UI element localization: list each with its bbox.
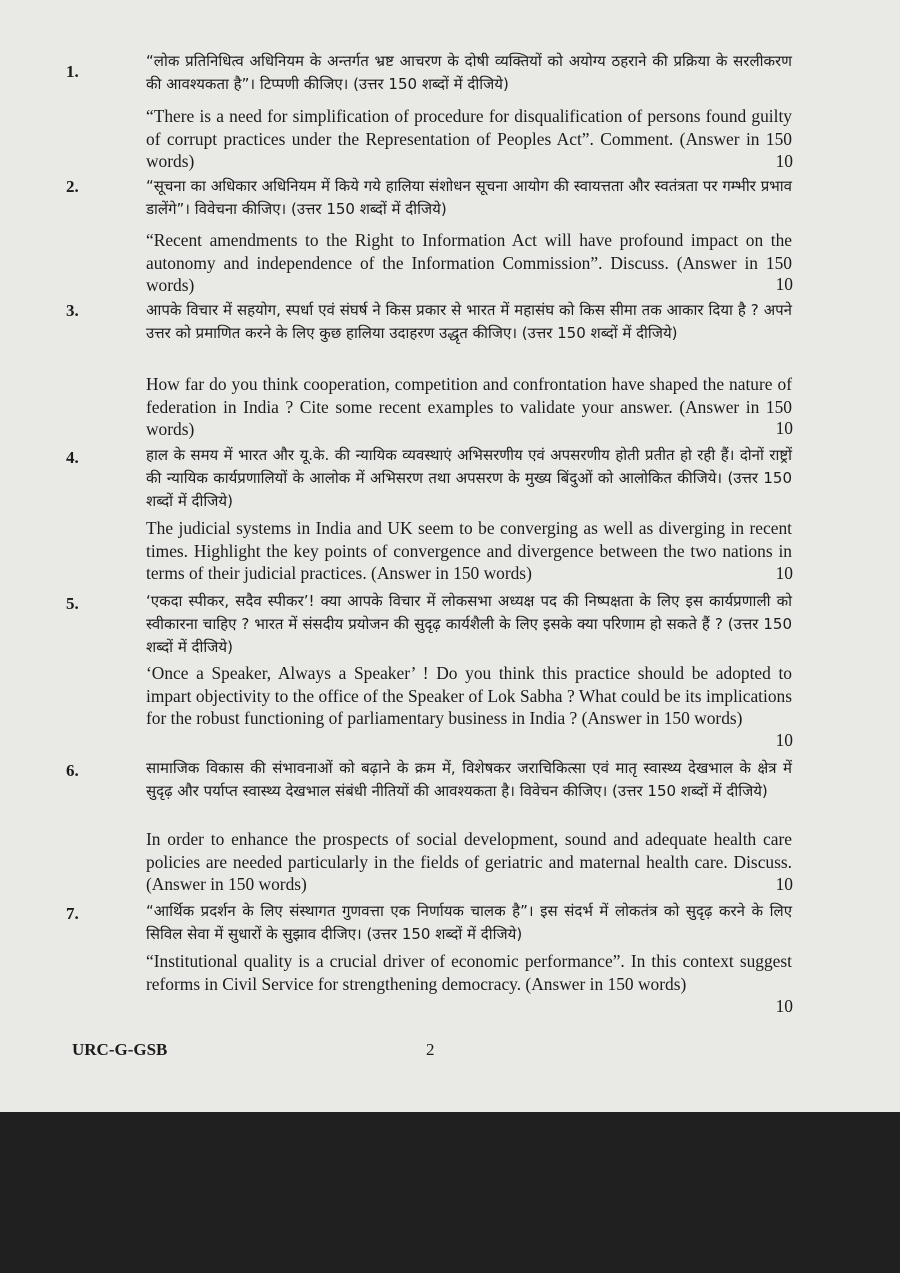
question-english-text: “Recent amendments to the Right to Information Act will have profound impact on the autonomy and independence of the Information Commission”. Discuss. (Answer in 150 words) [146,230,792,295]
question-english-text: “Institutional quality is a crucial driver of economic performance”. In this context suggest reforms in Civil Service for strengthening democracy. (Answer in 150 words) [146,951,792,994]
question-english-text: “There is a need for simplification of procedure for disqualification of persons found guilty of corrupt practices under the Representation of Peoples Act”. Comment. (Answer in 150 words) [146,106,792,171]
question-hindi-text: आपके विचार में सहयोग, स्पर्धा एवं संघर्ष ने किस प्रकार से भारत में महासंघ को किस सीमा तक आकार दिया है ? अपने उत्तर को प्रमाणित करने के लिए कुछ हालिया उदाहरण उद्धृत कीजिए। (उत्तर 150 शब्दों में दीजिये) [146,301,792,342]
question-hindi-text: “सूचना का अधिकार अधिनियम में किये गये हालिया संशोधन सूचना आयोग की स्वायत्तता और स्वतंत्रता पर गम्भीर प्रभाव डालेंगे”। विवेचना कीजिए। (उत्तर 150 शब्दों में दीजिये) [146,177,792,218]
question-number: 1. [66,62,79,81]
scan-background [0,1112,900,1273]
question-english-text: In order to enhance the prospects of social development, sound and adequate health care policies are needed particularly in the fields of geriatric and maternal health care. Discuss. (Answer in 150 words) [146,829,792,894]
question-number: 2. [66,177,79,196]
question-marks: 10 [775,418,793,438]
question-english-text: The judicial systems in India and UK seem to be converging as well as diverging in recent times. Highlight the key points of convergence and divergence between the two nations in terms of their judicial practices. (Answer in 150 words) [146,518,792,583]
question-hindi-text: “लोक प्रतिनिधित्व अधिनियम के अन्तर्गत भ्रष्ट आचरण के दोषी व्यक्तियों को अयोग्य ठहराने की प्रक्रिया के सरलीकरण की आवश्यकता है”। टिप्पणी कीजिए। (उत्तर 150 शब्दों में दीजिये) [146,52,792,93]
question-english-text: How far do you think cooperation, competition and confrontation have shaped the nature of federation in India ? Cite some recent examples to validate your answer. (Answer in 150 words) [146,374,792,439]
question-number: 3. [66,301,79,320]
paper-code: URC-G-GSB [72,1040,168,1059]
question-marks: 10 [775,274,793,294]
question-marks: 10 [775,151,793,171]
question-number: 6. [66,761,79,780]
page-number: 2 [426,1040,435,1059]
question-marks: 10 [775,996,793,1016]
question-number: 5. [66,594,79,613]
question-number: 4. [66,448,79,467]
question-english-text: ‘Once a Speaker, Always a Speaker’ ! Do you think this practice should be adopted to impart objectivity to the office of the Speaker of Lok Sabha ? What could be its implications for the robust functioning of parliamentary business in India ? (Answer in 150 words) [146,663,792,728]
question-hindi-text: हाल के समय में भारत और यू.के. की न्यायिक व्यवस्थाएं अभिसरणीय एवं अपसरणीय होती प्रतीत हो रही हैं। दोनों राष्ट्रों की न्यायिक कार्यप्रणालियों के आलोक में अभिसरण तथा अपसरण के मुख्य बिंदुओं को आलोकित कीजिये। (उत्तर 150 शब्दों में दीजिये) [146,446,792,510]
question-marks: 10 [775,730,793,750]
question-hindi-text: ‘एकदा स्पीकर, सदैव स्पीकर’! क्या आपके विचार में लोकसभा अध्यक्ष पद की निष्पक्षता के लिए इस कार्यप्रणाली को स्वीकारना चाहिए ? भारत में संसदीय प्रयोजन की सुदृढ़ कार्यशैली के लिए इसके क्या परिणाम हो सकते हैं ? (उत्तर 150 शब्दों में दीजिये) [146,592,792,656]
question-number: 7. [66,904,79,923]
question-hindi-text: सामाजिक विकास की संभावनाओं को बढ़ाने के क्रम में, विशेषकर जराचिकित्सा एवं मातृ स्वास्थ्य देखभाल के क्षेत्र में सुदृढ़ और पर्याप्त स्वास्थ्य देखभाल संबंधी नीतियों की आवश्यकता है। विवेचन कीजिए। (उत्तर 150 शब्दों में दीजिये) [146,759,792,800]
question-marks: 10 [775,874,793,894]
question-marks: 10 [775,563,793,583]
question-hindi-text: “आर्थिक प्रदर्शन के लिए संस्थागत गुणवत्ता एक निर्णायक चालक है”। इस संदर्भ में लोकतंत्र को सुदृढ़ करने के लिए सिविल सेवा में सुधारों के सुझाव दीजिए। (उत्तर 150 शब्दों में दीजिये) [146,902,792,943]
